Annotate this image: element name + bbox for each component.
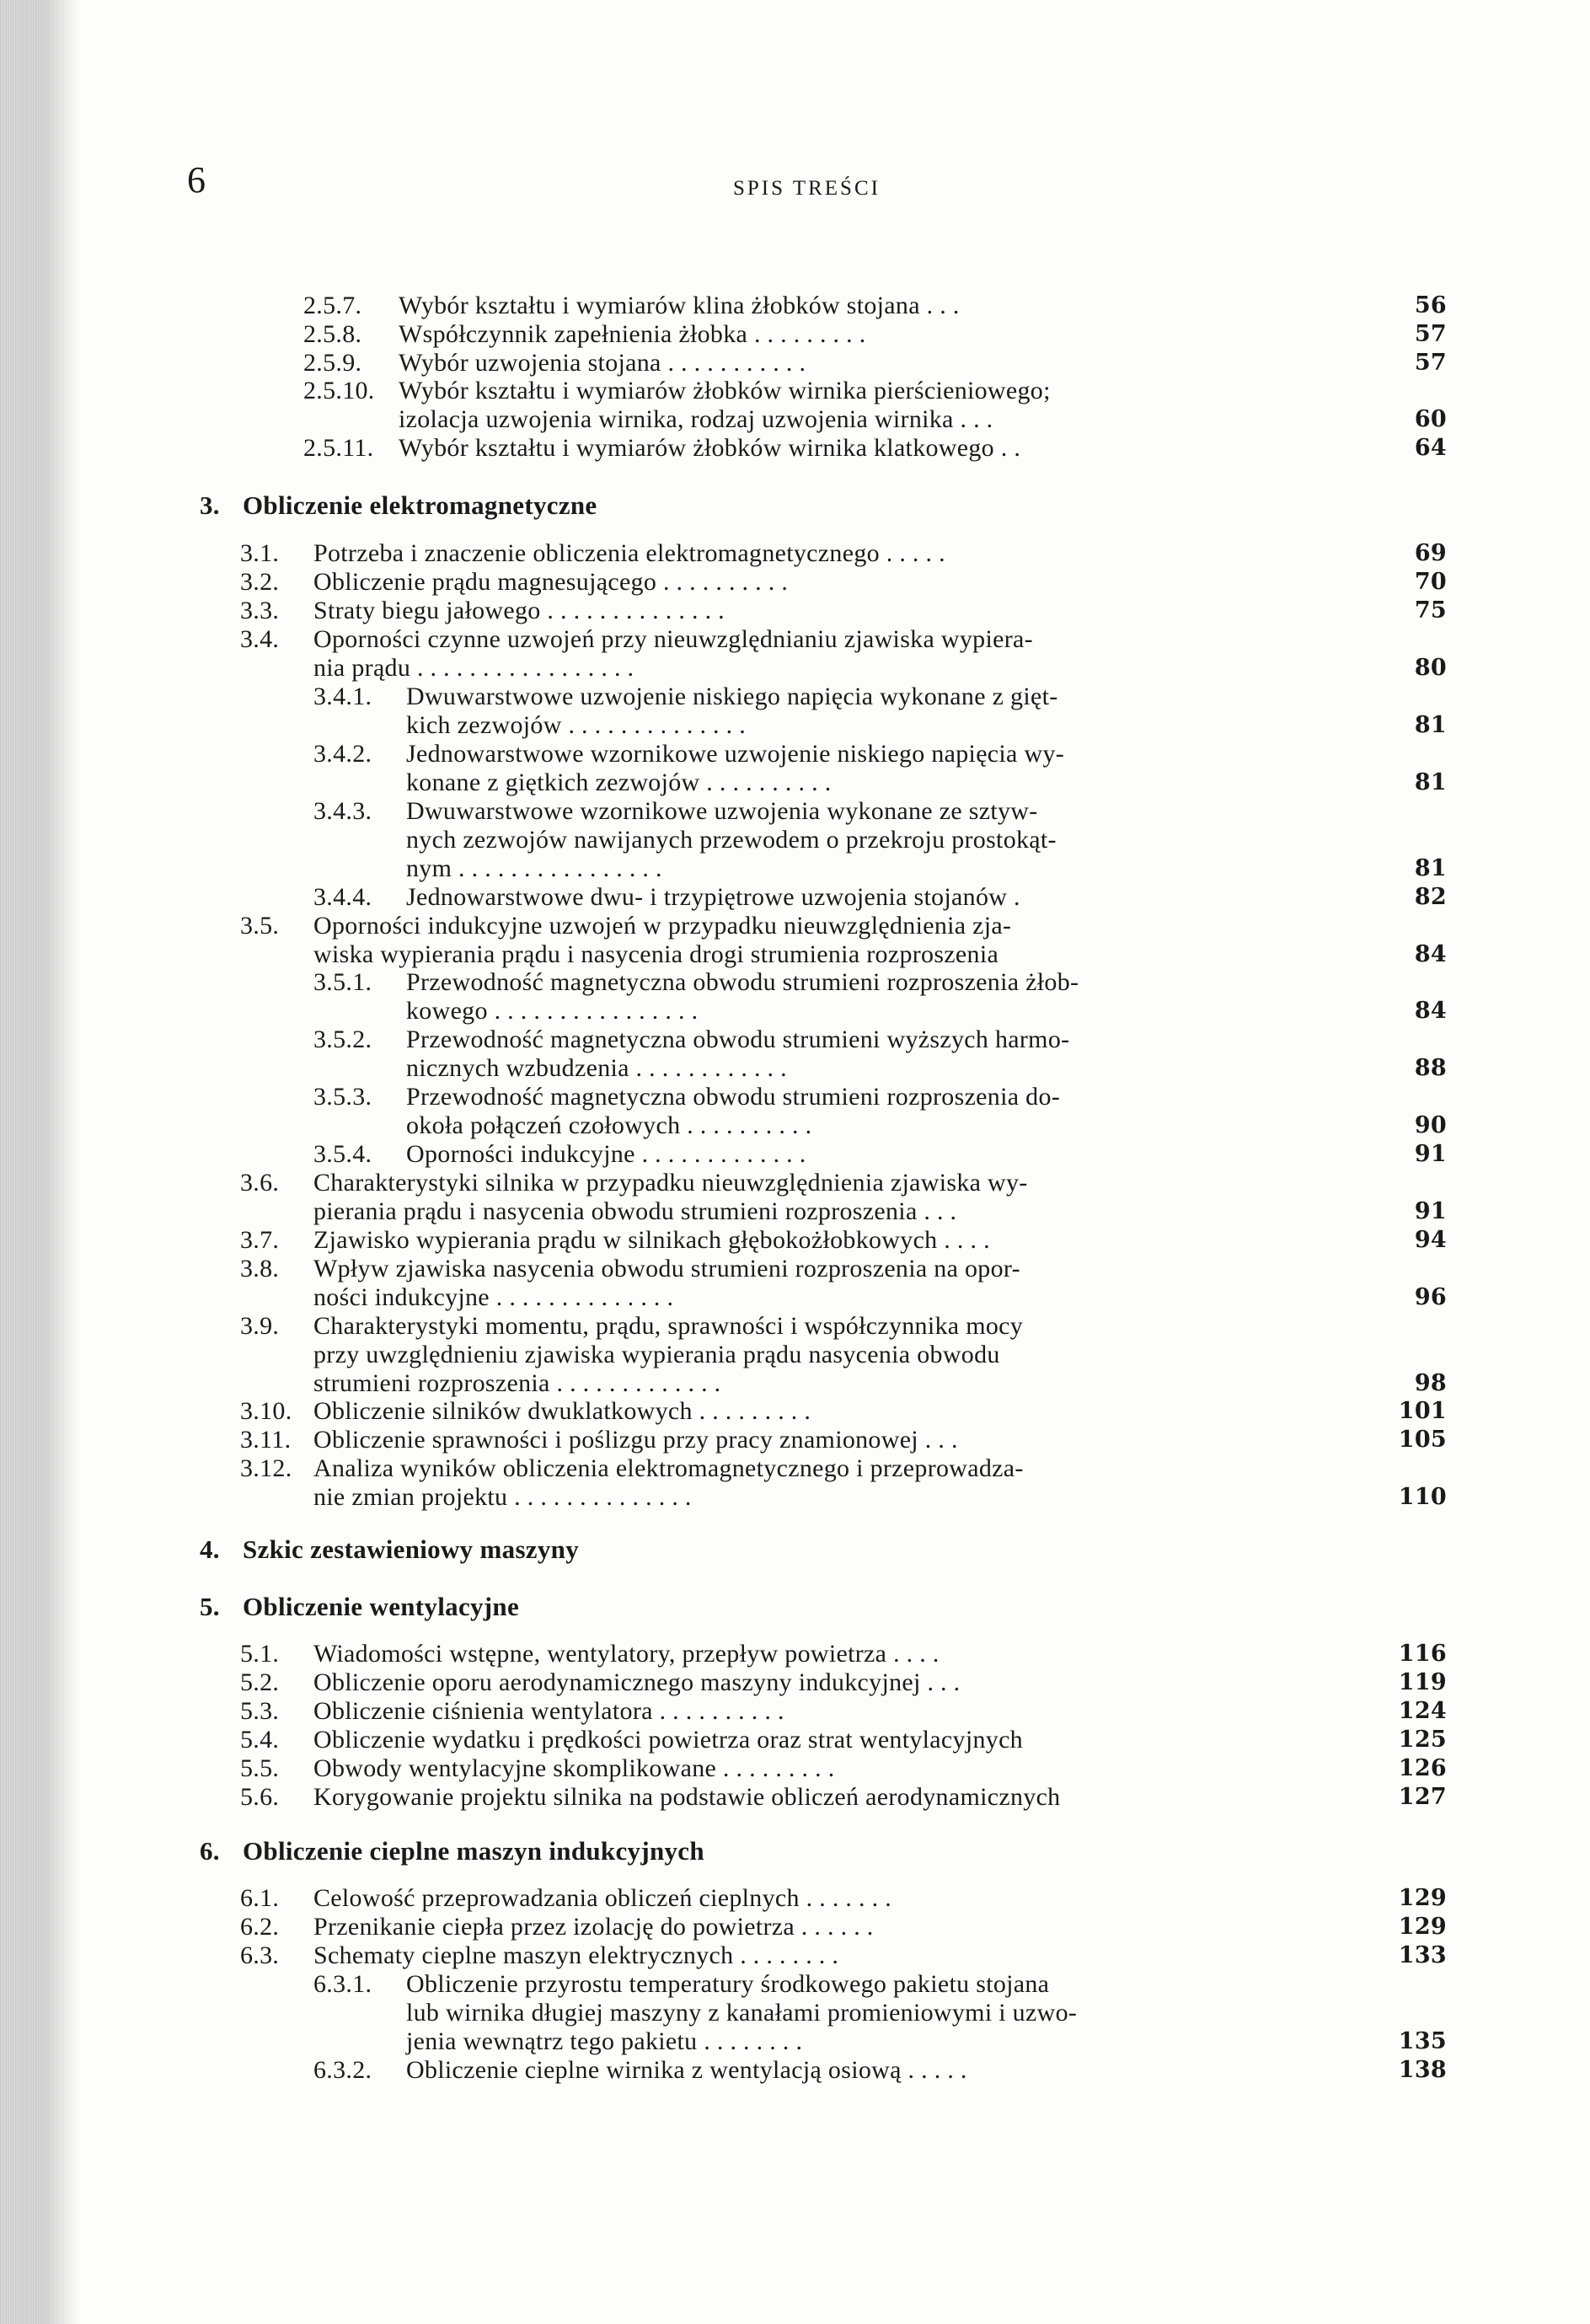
toc-entry-number: 5.5. — [240, 1754, 280, 1782]
toc-entry-title — [313, 912, 1358, 969]
toc-entry-page: 116 — [1398, 1641, 1447, 1667]
toc-entry-title-line: kowego . . . . . . . . . . . . . . . . — [406, 997, 699, 1025]
toc-entry-title-line: Straty biegu jałowego . . . . . . . . . . . . . . — [313, 597, 725, 624]
running-head: SPIS TREŚCI — [733, 177, 881, 200]
toc-entry-number: 5.2. — [240, 1668, 280, 1696]
toc-entry-title — [313, 1697, 1358, 1726]
toc-entry-title-line: Obliczenie prądu magnesującego . . . . . . . . . . — [313, 568, 789, 596]
toc-entry-page: 126 — [1398, 1755, 1447, 1781]
toc-entry-number: 3.4.1. — [313, 683, 372, 710]
toc-entry-number: 6.2. — [240, 1913, 280, 1941]
toc-entry-title-line: Oporności indukcyjne uzwojeń w przypadku nieuwzględnienia zja- — [313, 912, 1012, 940]
toc-entry-page: 133 — [1398, 1942, 1447, 1968]
toc-entry-title-line: Współczynnik zapełnienia żłobka . . . . . . . . . — [399, 320, 866, 348]
toc-entry-number: 3.11. — [240, 1426, 292, 1454]
toc-entry-page: 91 — [1414, 1198, 1447, 1224]
toc-entry-title — [406, 1140, 1358, 1169]
toc-entry-page: 57 — [1414, 350, 1447, 376]
toc-entry-number: 5.1. — [240, 1640, 280, 1668]
toc-entry-title-line: Charakterystyki silnika w przypadku nieuwzględnienia zjawiska wy- — [313, 1169, 1028, 1197]
toc-entry-title — [313, 1312, 1358, 1398]
toc-entry-number: 3.5. — [240, 912, 280, 940]
toc-entry-title-line: Obliczenie wentylacyjne — [243, 1592, 520, 1621]
toc-entry-page: 57 — [1414, 321, 1447, 347]
toc-entry-title — [406, 1025, 1358, 1083]
toc-entry-number: 3.6. — [240, 1169, 280, 1197]
toc-entry-title — [313, 1941, 1358, 1970]
toc-entry-number: 3.7. — [240, 1226, 280, 1254]
toc-entry-title-line: Przewodność magnetyczna obwodu strumieni rozproszenia do- — [406, 1083, 1061, 1111]
toc-entry-title-line: nym . . . . . . . . . . . . . . . . — [406, 854, 662, 882]
toc-entry-page: 124 — [1398, 1698, 1447, 1724]
toc-entry-title-line: Przewodność magnetyczna obwodu strumieni rozproszenia żłob- — [406, 968, 1079, 996]
toc-entry-number: 3.4.3. — [313, 797, 372, 825]
toc-entry-page: 98 — [1414, 1370, 1447, 1396]
toc-entry-page: 56 — [1414, 292, 1447, 319]
toc-entry-number: 2.5.8. — [303, 320, 362, 348]
toc-entry-title — [313, 1884, 1358, 1913]
page-number: 6 — [187, 159, 206, 201]
toc-entry-number: 3.2. — [240, 568, 280, 596]
toc-entry-page: 70 — [1414, 569, 1447, 595]
toc-entry-page: 125 — [1398, 1727, 1447, 1753]
toc-entry-page: 84 — [1414, 998, 1447, 1024]
toc-entry-page: 135 — [1398, 2028, 1447, 2054]
toc-entry-title-line: Wybór kształtu i wymiarów klina żłobków stojana . . . — [399, 292, 960, 319]
toc-entry-title — [313, 625, 1358, 683]
toc-entry-title-line: Wybór kształtu i wymiarów żłobków wirnika klatkowego . . — [399, 434, 1021, 462]
toc-entry-page: 84 — [1414, 941, 1447, 967]
toc-entry-page: 101 — [1398, 1398, 1447, 1424]
toc-entry-title-line: Obliczenie sprawności i poślizgu przy pracy znamionowej . . . — [313, 1426, 958, 1454]
toc-entry-number: 2.5.11. — [303, 434, 374, 462]
toc-entry-title — [406, 683, 1358, 740]
toc-entry-title-line: Obliczenie cieplne maszyn indukcyjnych — [243, 1836, 704, 1866]
toc-entry-page: 60 — [1414, 406, 1447, 432]
toc-entry-title-line: Wpływ zjawiska nasycenia obwodu strumieni rozproszenia na opor- — [313, 1255, 1020, 1282]
toc-entry-number: 3.4.2. — [313, 740, 372, 768]
toc-entry-page: 110 — [1398, 1484, 1447, 1510]
toc-entry-number: 3.9. — [240, 1312, 280, 1340]
toc-entry-title-line: Obliczenie ciśnienia wentylatora . . . . . . . . . . — [313, 1697, 784, 1725]
toc-entry-page: 81 — [1414, 855, 1447, 881]
toc-entry-number: 5.4. — [240, 1726, 280, 1754]
toc-entry-number: 2.5.10. — [303, 377, 375, 404]
toc-entry-title-line: Zjawisko wypierania prądu w silnikach głębokożłobkowych . . . . — [313, 1226, 990, 1254]
toc-entry-title — [313, 568, 1358, 597]
toc-entry-page: 91 — [1414, 1141, 1447, 1167]
toc-entry-title — [313, 1255, 1358, 1312]
toc-entry-title — [399, 434, 1359, 463]
toc-entry-title-line: Analiza wyników obliczenia elektromagnetycznego i przeprowadza- — [313, 1454, 1024, 1482]
toc-entry-number: 3.10. — [240, 1397, 292, 1425]
toc-entry-title-line: Przenikanie ciepła przez izolację do powietrza . . . . . . — [313, 1913, 874, 1941]
toc-entry-page: 127 — [1398, 1784, 1447, 1810]
toc-entry-number: 6. — [200, 1836, 220, 1866]
toc-entry-number: 2.5.7. — [303, 292, 362, 319]
toc-entry-page: 82 — [1414, 884, 1447, 910]
toc-entry-number: 2.5.9. — [303, 349, 362, 377]
toc-entry-number: 6.3.2. — [313, 2056, 372, 2084]
toc-entry-title-line: Oporności indukcyjne . . . . . . . . . . . . . — [406, 1140, 806, 1168]
toc-entry-title — [313, 1226, 1358, 1255]
toc-entry-title-line: nicznych wzbudzenia . . . . . . . . . . . . — [406, 1054, 787, 1082]
toc-entry-title — [406, 740, 1358, 797]
toc-entry-title-line: pierania prądu i nasycenia obwodu strumieni rozproszenia . . . — [313, 1197, 957, 1225]
toc-entry-title-line: Oporności czynne uzwojeń przy nieuwzględnianiu zjawiska wypiera- — [313, 625, 1033, 653]
toc-entry-title — [313, 1754, 1358, 1783]
toc-entry-title-line: Przewodność magnetyczna obwodu strumieni wyższych harmo- — [406, 1025, 1070, 1053]
toc-entry-title-line: izolacja uzwojenia wirnika, rodzaj uzwojenia wirnika . . . — [399, 405, 993, 433]
toc-entry-number: 3.5.4. — [313, 1140, 372, 1168]
toc-entry-title-line: Obliczenie silników dwuklatkowych . . . . . . . . . — [313, 1397, 811, 1425]
toc-entry-title — [313, 1169, 1358, 1226]
toc-entry-title — [313, 1640, 1358, 1668]
toc-entry-title — [313, 1668, 1358, 1697]
toc-entry-title — [313, 1783, 1358, 1812]
toc-entry-page: 105 — [1398, 1427, 1447, 1453]
toc-entry-number: 5.3. — [240, 1697, 280, 1725]
toc-entry-number: 3.1. — [240, 539, 280, 567]
toc-entry-title-line: Obliczenie wydatku i prędkości powietrza oraz strat wentylacyjnych — [313, 1726, 1023, 1754]
toc-entry-title — [406, 797, 1358, 883]
toc-entry-title — [313, 1426, 1358, 1454]
toc-entry-page: 81 — [1414, 769, 1447, 795]
toc-entry-page: 64 — [1414, 435, 1447, 461]
toc-entry-title — [406, 968, 1358, 1025]
toc-entry-number: 3.8. — [240, 1255, 280, 1282]
toc-entry-number: 3.4.4. — [313, 883, 372, 911]
toc-entry-page: 75 — [1414, 597, 1447, 624]
toc-entry-title — [406, 883, 1358, 912]
toc-entry-title-line: Szkic zestawieniowy maszyny — [243, 1534, 580, 1564]
toc-entry-title — [313, 1454, 1358, 1512]
toc-entry-title-line: nia prądu . . . . . . . . . . . . . . . . . — [313, 654, 634, 682]
toc-entry-number: 6.1. — [240, 1884, 280, 1912]
toc-entry-title-line: Wybór kształtu i wymiarów żłobków wirnika pierścieniowego; — [399, 377, 1051, 404]
toc-entry-page: 69 — [1414, 540, 1447, 566]
toc-entry-title-line: Wybór uzwojenia stojana . . . . . . . . . . . — [399, 349, 806, 377]
scan-spine-fade — [46, 0, 80, 2324]
toc-entry-number: 5.6. — [240, 1783, 280, 1811]
toc-entry-title-line: Potrzeba i znaczenie obliczenia elektromagnetycznego . . . . . — [313, 539, 945, 567]
toc-entry-title — [313, 539, 1358, 568]
toc-entry-number: 3. — [200, 490, 220, 520]
toc-entry-page: 96 — [1414, 1284, 1447, 1310]
toc-entry-title-line: Obliczenie przyrostu temperatury środkowego pakietu stojana — [406, 1970, 1050, 1998]
toc-entry-title-line: okoła połączeń czołowych . . . . . . . . . . — [406, 1111, 812, 1139]
toc-entry-title-line: Obliczenie cieplne wirnika z wentylacją osiową . . . . . — [406, 2056, 967, 2084]
toc-entry-title-line: kich zezwojów . . . . . . . . . . . . . . — [406, 711, 747, 739]
toc-entry-title-line: Celowość przeprowadzania obliczeń cieplnych . . . . . . . — [313, 1884, 892, 1912]
toc-entry-title-line: Jednowarstwowe dwu- i trzypiętrowe uzwojenia stojanów . — [406, 883, 1020, 911]
toc-entry-title-line: nie zmian projektu . . . . . . . . . . . . . . — [313, 1483, 692, 1511]
toc-entry-title — [313, 597, 1358, 625]
toc-entry-number: 3.4. — [240, 625, 280, 653]
toc-entry-number: 3.3. — [240, 597, 280, 624]
toc-entry-page: 81 — [1414, 712, 1447, 738]
toc-entry-title — [243, 1535, 1338, 1564]
toc-entry-number: 3.5.2. — [313, 1025, 372, 1053]
toc-entry-page: 138 — [1398, 2057, 1447, 2083]
toc-entry-title-line: konane z giętkich zezwojów . . . . . . . . . . — [406, 768, 832, 796]
toc-entry-page: 129 — [1398, 1914, 1447, 1940]
toc-entry-number: 6.3. — [240, 1941, 280, 1969]
toc-entry-number: 3.5.1. — [313, 968, 372, 996]
toc-entry-title-line: ności indukcyjne . . . . . . . . . . . . . . — [313, 1283, 674, 1311]
toc-entry-title-line: Obliczenie oporu aerodynamicznego maszyny indukcyjnej . . . — [313, 1668, 961, 1696]
toc-entry-title-line: nych zezwojów nawijanych przewodem o przekroju prostokąt- — [406, 826, 1057, 854]
toc-entry-title — [243, 1837, 1338, 1866]
toc-entry-title-line: wiska wypierania prądu i nasycenia drogi strumienia rozproszenia — [313, 940, 999, 968]
toc-entry-title-line: Korygowanie projektu silnika na podstawie obliczeń aerodynamicznych — [313, 1783, 1061, 1811]
toc-entry-title-line: jenia wewnątrz tego pakietu . . . . . . . . — [406, 2027, 803, 2055]
toc-entry-title-line: Dwuwarstwowe uzwojenie niskiego napięcia wykonane z gięt- — [406, 683, 1058, 710]
toc-entry-title-line: Dwuwarstwowe wzornikowe uzwojenia wykonane ze sztyw- — [406, 797, 1038, 825]
toc-entry-title — [243, 1593, 1338, 1621]
toc-entry-title-line: Charakterystyki momentu, prądu, sprawności i współczynnika mocy — [313, 1312, 1024, 1340]
toc-entry-page: 94 — [1414, 1227, 1447, 1253]
toc-entry-page: 80 — [1414, 655, 1447, 681]
toc-entry-title — [399, 320, 1359, 349]
toc-entry-number: 6.3.1. — [313, 1970, 372, 1998]
toc-entry-number: 5. — [200, 1592, 220, 1621]
toc-entry-number: 3.5.3. — [313, 1083, 372, 1111]
toc-entry-title — [399, 377, 1359, 434]
toc-entry-title — [313, 1726, 1358, 1754]
toc-entry-number: 4. — [200, 1534, 220, 1564]
toc-entry-title — [313, 1397, 1358, 1426]
toc-entry-page: 119 — [1398, 1669, 1447, 1695]
toc-entry-title — [399, 292, 1359, 320]
toc-entry-number: 3.12. — [240, 1454, 292, 1482]
toc-entry-title — [406, 1083, 1358, 1140]
toc-entry-title-line: Schematy cieplne maszyn elektrycznych . . . . . . . . — [313, 1941, 839, 1969]
toc-entry-title — [406, 2056, 1358, 2085]
toc-entry-title-line: strumieni rozproszenia . . . . . . . . . . . . . — [313, 1369, 721, 1397]
toc-entry-page: 88 — [1414, 1055, 1447, 1081]
toc-entry-title — [406, 1970, 1358, 2056]
toc-entry-title-line: Obliczenie elektromagnetyczne — [243, 490, 597, 520]
toc-entry-title — [243, 491, 1338, 520]
toc-entry-page: 129 — [1398, 1885, 1447, 1911]
toc-entry-title — [313, 1913, 1358, 1941]
toc-entry-title-line: Jednowarstwowe wzornikowe uzwojenie niskiego napięcia wy- — [406, 740, 1065, 768]
toc-entry-title — [399, 349, 1359, 378]
toc-entry-title-line: przy uwzględnieniu zjawiska wypierania prądu nasycenia obwodu — [313, 1341, 1000, 1368]
toc-entry-title-line: lub wirnika długiej maszyny z kanałami promieniowymi i uzwo- — [406, 1999, 1078, 2027]
toc-entry-title-line: Obwody wentylacyjne skomplikowane . . . . . . . . . — [313, 1754, 835, 1782]
toc-entry-page: 90 — [1414, 1112, 1447, 1138]
toc-entry-title-line: Wiadomości wstępne, wentylatory, przepływ powietrza . . . . — [313, 1640, 940, 1668]
